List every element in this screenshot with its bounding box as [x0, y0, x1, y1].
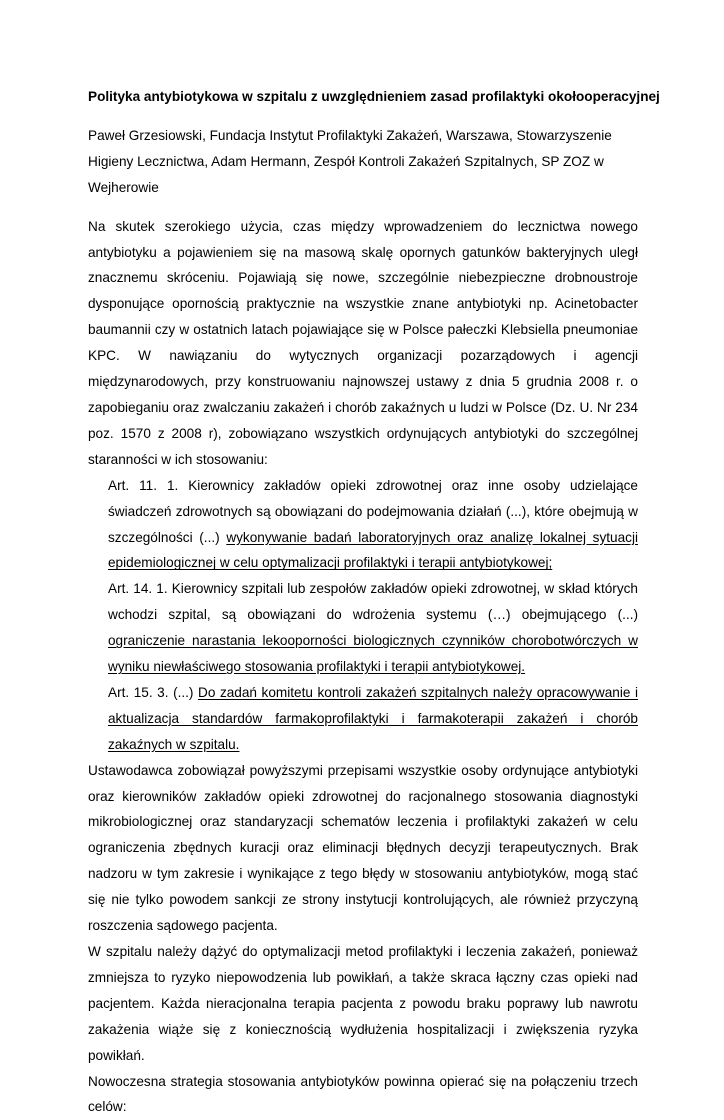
article-14-text: Art. 14. 1. Kierownicy szpitali lub zespołów zakładów opieki zdrowotnej, w skład których wchodzi szpital, są obowiązani do wdrożenia systemu (…) obejmującego (...) [108, 581, 638, 623]
article-11-quote [108, 473, 638, 577]
article-14-underlined-text: ograniczenie narastania lekooporności biologicznych czynników chorobotwórczych w wyniku niewłaściwego stosowania profilaktyki i terapii antybiotykowej. [108, 633, 638, 675]
document-page [88, 84, 660, 1120]
document-title: Polityka antybiotykowa w szpitalu z uwzględnieniem zasad profilaktyki okołooperacyjnej [88, 89, 660, 104]
document-authors: Paweł Grzesiowski, Fundacja Instytut Profilaktyki Zakażeń, Warszawa, Stowarzyszenie Higieny Lecznictwa, Adam Hermann, Zespół Kontroli Zakażeń Szpitalnych, SP ZOZ w Wejherowie [88, 127, 612, 195]
body-paragraph: Ustawodawca zobowiązał powyższymi przepisami wszystkie osoby ordynujące antybiotyki oraz kierowników zakładów opieki zdrowotnej do racjonalnego stosowania diagnostyki mikrobiologicznej oraz standaryzacji schematów leczenia i profilaktyki zakażeń w celu ograniczenia zbędnych kuracji oraz eliminacji błędnych decyzji terapeutycznych. Brak nadzoru w tym zakresie i wynikające z tego błędy w stosowaniu antybiotyków, mogą stać się nie tylko powodem sankcji ze strony instytucji kontrolujących, ale również przyczyną roszczenia sądowego pacjenta. [88, 762, 638, 934]
intro-paragraph: Na skutek szerokiego użycia, czas między wprowadzeniem do lecznictwa nowego antybiotyku a pojawieniem się na masową skalę opornych gatunków bakteryjnych uległ znacznemu skróceniu. Pojawiają się nowe, szczególnie niebezpieczne drobnoustroje dysponujące opornością praktycznie na wszystkie znane antybiotyki np. Acinetobacter baumannii czy w ostatnich latach pojawiające się w Polsce pałeczki Klebsiella pneumoniae KPC. W nawiązaniu do wytycznych organizacji pozarządowych i agencji międzynarodowych, przy konstruowaniu najnowszej ustawy z dnia 5 grudnia 2008 r. o zapobieganiu oraz zwalczaniu zakażeń i chorób zakaźnych u ludzi w Polsce (Dz. U. Nr 234 poz. 1570 z 2008 r), zobowiązano wszystkich ordynujących antybiotyki do szczególnej staranności w ich stosowaniu: [88, 218, 638, 467]
body-paragraph: W szpitalu należy dążyć do optymalizacji metod profilaktyki i leczenia zakażeń, ponieważ zmniejsza to ryzyko niepowodzenia lub powikłań, a także skraca łączny czas opieki nad pacjentem. Każda nieracjonalna terapia pacjenta z powodu braku poprawy lub nawrotu zakażenia wiąże się z koniecznością wydłużenia hospitalizacji i zwiększenia ryzyka powikłań. [88, 944, 638, 1063]
article-14-quote [108, 576, 638, 680]
article-15-text: Art. 15. 3. (...) [108, 684, 199, 700]
article-15-quote [108, 680, 638, 758]
body-paragraph: Nowoczesna strategia stosowania antybiotyków powinna opierać się na połączeniu trzech celów: [88, 1073, 638, 1115]
article-11-underlined-text: wykonywanie badań laboratoryjnych oraz analizę lokalnej sytuacji epidemiologicznej w celu optymalizacji profilaktyki i terapii antybiotykowej; [108, 529, 638, 571]
article-11-text: Art. 11. 1. Kierownicy zakładów opieki zdrowotnej oraz inne osoby udzielające świadczeń zdrowotnych są obowiązani do podejmowania działań (...), które obejmują w szczególności (...) [108, 477, 638, 545]
article-15-underlined-text: Do zadań komitetu kontroli zakażeń szpitalnych należy opracowywanie i aktualizacja standardów farmakoprofilaktyki i farmakoterapii zakażeń i chorób zakaźnych w szpitalu. [108, 684, 638, 752]
